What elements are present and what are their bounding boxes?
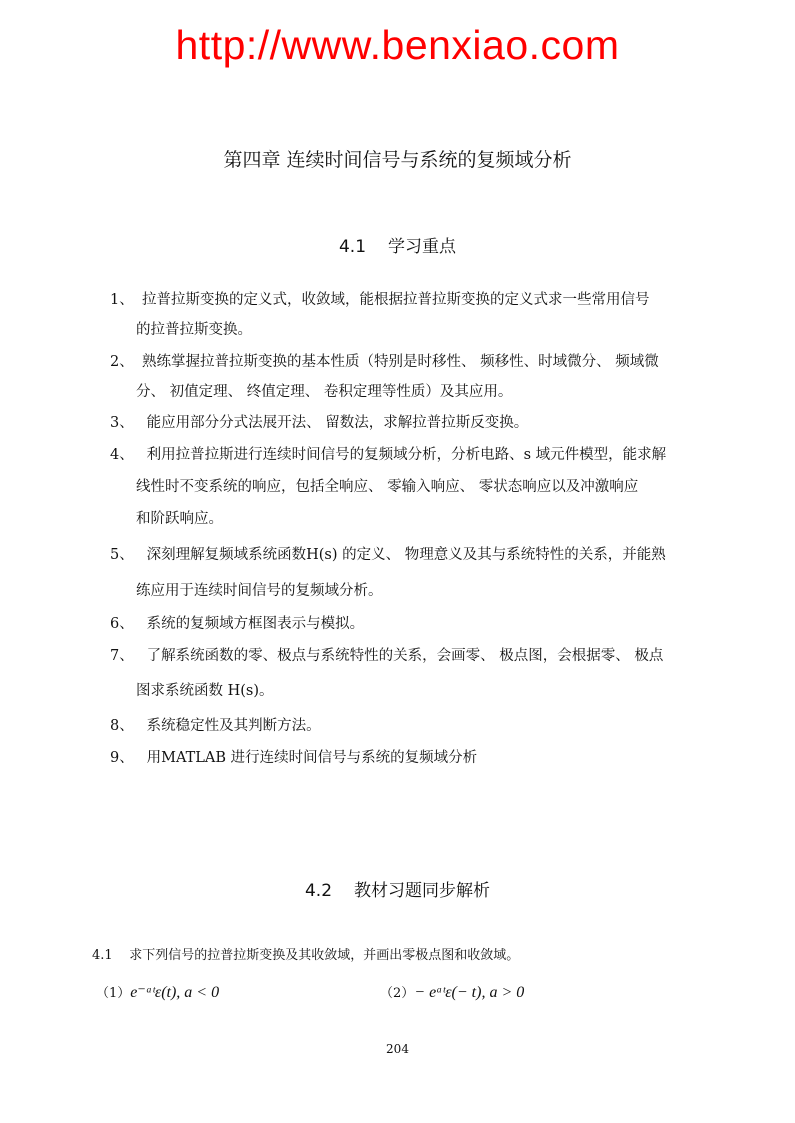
list-item [110,743,710,773]
list-item [110,347,710,377]
item-number: 3、 [110,415,134,431]
part-label: （2） [380,986,415,1001]
section-heading-4-2 [0,876,795,901]
page-number: 204 [386,1042,409,1056]
item-text: 系统稳定性及其判断方法。 [142,718,321,734]
chapter-title: 第四章 连续时间信号与系统的复频域分析 [223,149,572,171]
item-text: 拉普拉斯变换的定义式，收敛域，能根据拉普拉斯变换的定义式求一些常用信号 [142,292,650,308]
list-item [110,285,710,315]
item-number: 6、 [110,616,134,632]
list-item [110,711,710,741]
section-number: 4.1 [338,237,367,257]
part-expression: e⁻ᵃᵗε(t), a < 0 [130,984,220,1001]
list-item [110,609,710,639]
list-item [110,540,710,570]
item-number: 8、 [110,718,134,734]
item-text: 熟练掌握拉普拉斯变换的基本性质（特别是时移性、 频移性、时域微分、 频域微 [142,354,659,370]
header-url: http://www.benxiao.com [175,22,620,68]
exercise-statement [92,944,712,963]
item-number: 4、 [110,447,134,463]
exercise-text: 求下列信号的拉普拉斯变换及其收敛域，并画出零极点图和收敛域。 [129,948,520,963]
item-text-continued: 的拉普拉斯变换。 [136,322,252,338]
item-text-continued: 线性时不变系统的响应，包括全响应、 零输入响应、 零状态响应以及冲激响应 [136,479,639,495]
item-number: 5、 [110,547,134,563]
item-text-continued: 和阶跃响应。 [136,511,223,527]
exercise-part-2 [380,982,524,1002]
section-number: 4.2 [304,881,333,901]
item-number: 1、 [110,292,134,308]
item-text: 系统的复频域方框图表示与模拟。 [142,616,365,632]
part-label: （1） [96,986,131,1001]
item-text: 了解系统函数的零、极点与系统特性的关系，会画零、 极点图，会根据零、 极点 [142,648,664,664]
list-item [110,641,710,671]
section-heading-4-1 [0,232,795,257]
item-number: 7、 [110,648,134,664]
item-text: 深刻理解复频域系统函数H(s) 的定义、 物理意义及其与系统特性的关系，并能熟 [142,547,666,563]
part-expression: − eᵃᵗε(− t), a > 0 [414,984,525,1001]
section-title: 学习重点 [388,237,457,257]
exercise-number: 4.1 [92,948,113,963]
item-text-continued: 练应用于连续时间信号的复频域分析。 [136,583,383,599]
item-number: 2、 [110,354,134,370]
section-title: 教材习题同步解析 [354,881,491,901]
item-text: 用MATLAB 进行连续时间信号与系统的复频域分析 [142,750,478,766]
item-text: 能应用部分分式法展开法、 留数法，求解拉普拉斯反变换。 [142,415,529,431]
list-item [110,440,710,470]
item-text-continued: 分、 初值定理、 终值定理、 卷积定理等性质）及其应用。 [136,384,513,400]
exercise-part-1 [96,982,219,1002]
item-text: 利用拉普拉斯进行连续时间信号的复频域分析，分析电路、s 域元件模型，能求解 [142,447,667,463]
item-number: 9、 [110,750,134,766]
list-item [110,408,710,438]
item-text-continued: 图求系统函数 H(s)。 [136,683,274,699]
